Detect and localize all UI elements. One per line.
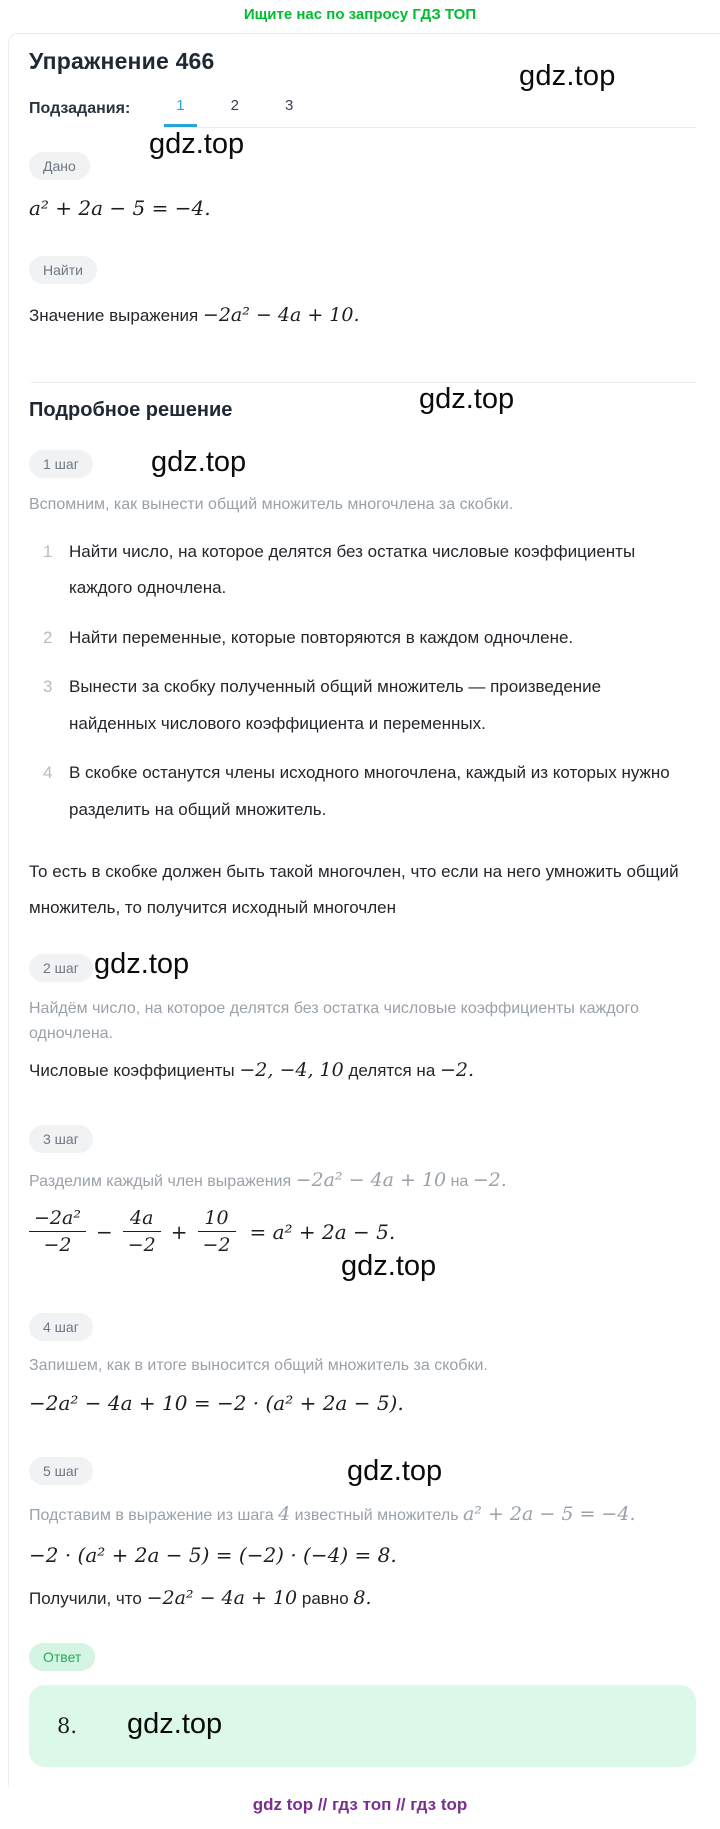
- watermark-4: gdz.top: [151, 446, 247, 478]
- list-item-text: Найти переменные, которые повторяются в каждом одночлене.: [69, 627, 574, 647]
- numerator: −2a²: [29, 1207, 86, 1232]
- footer-links[interactable]: gdz top // гдз топ // гдз top: [252, 1795, 468, 1815]
- list-item: [43, 534, 683, 607]
- watermark-6: gdz.top: [341, 1250, 437, 1283]
- step5-result-math1: −2a² − 4a + 10: [146, 1587, 298, 1610]
- step2-result: [29, 1059, 696, 1081]
- step5-equation: −2 · (a² + 2a − 5) = (−2) · (−4) = 8.: [29, 1543, 397, 1568]
- step2-intro: Найдём число, на которое делятся без остатка числовые коэффициенты каждого одночлена.: [29, 999, 639, 1043]
- watermark-8: gdz.top: [127, 1707, 223, 1740]
- step4-intro: Запишем, как в итоге выносится общий множитель за скобки.: [29, 1357, 488, 1375]
- find-badge: Найти: [29, 256, 97, 284]
- tab-subtask-1[interactable]: 1: [164, 97, 196, 127]
- list-item-number: 3: [43, 677, 53, 697]
- given-formula: a² + 2a − 5 = −4.: [29, 196, 211, 220]
- step1-badge-row: [29, 446, 696, 478]
- subtasks-label: Подзадания:: [29, 100, 131, 117]
- operator-plus: +: [170, 1219, 188, 1244]
- step1-intro: Вспомним, как вынести общий множитель многочлена за скобки.: [29, 496, 514, 513]
- promo-link[interactable]: Ищите нас по запросу ГДЗ ТОП: [243, 6, 477, 23]
- step5-intro-mid: известный множитель: [294, 1506, 459, 1524]
- given-badge: Дано: [29, 152, 90, 180]
- list-item: [43, 620, 683, 657]
- find-formula: −2a² − 4a + 10.: [202, 304, 360, 326]
- denominator: −2: [202, 1234, 231, 1257]
- watermark-5: gdz.top: [94, 947, 190, 980]
- step3-intro-math1: −2a² − 4a + 10: [295, 1168, 447, 1191]
- denominator: −2: [127, 1234, 156, 1257]
- denominator: −2: [43, 1234, 72, 1257]
- page-title-text: Упражнение 466: [29, 48, 215, 74]
- subtasks-bar: [29, 97, 696, 128]
- step5-intro: [29, 1499, 669, 1529]
- step4-badge: 4 шаг: [29, 1313, 93, 1341]
- step3-intro-prefix: Разделим каждый член выражения: [29, 1172, 292, 1190]
- step5-badge: 5 шаг: [29, 1457, 93, 1485]
- section-divider: [31, 382, 696, 383]
- step5-intro-math1: 4: [278, 1502, 291, 1525]
- solution-heading: [29, 383, 696, 422]
- find-text-prefix: Значение выражения: [29, 306, 199, 325]
- step3-intro-mid: на: [450, 1172, 469, 1190]
- find-text: [29, 304, 696, 326]
- fraction: [29, 1207, 86, 1256]
- given-badge-row: [29, 128, 696, 180]
- numerator: 4a: [123, 1207, 161, 1232]
- answer-box: [29, 1685, 696, 1767]
- step2-result-math1: −2, −4, 10: [239, 1058, 344, 1081]
- watermark-7: gdz.top: [347, 1454, 443, 1487]
- numerator: 10: [198, 1207, 236, 1232]
- step5-intro-prefix: Подставим в выражение из шага: [29, 1506, 274, 1524]
- step3-badge-row: [29, 1125, 696, 1153]
- step5-badge-row: [29, 1454, 696, 1487]
- step5-result: [29, 1587, 696, 1609]
- watermark-2: gdz.top: [149, 128, 245, 160]
- tab-subtask-3[interactable]: 3: [284, 97, 294, 114]
- step2-badge: 2 шаг: [29, 954, 93, 982]
- watermark-1: gdz.top: [519, 60, 616, 92]
- answer-badge: Ответ: [29, 1643, 95, 1671]
- solution-card: [8, 33, 720, 1787]
- step1-note: То есть в скобке должен быть такой многочлен, что если на него умножить общий множитель, то получится исходный многочлен: [29, 862, 679, 918]
- step2-result-math2: −2.: [440, 1058, 475, 1081]
- list-item-number: 1: [43, 541, 53, 561]
- answer-value: 8.: [57, 1714, 78, 1739]
- step1-badge: 1 шаг: [29, 450, 93, 478]
- subtask-tabs: [164, 97, 696, 128]
- rules-list: [43, 534, 696, 829]
- list-item-number: 2: [43, 627, 53, 647]
- tab-subtask-2[interactable]: 2: [230, 97, 239, 114]
- step2-result-prefix: Числовые коэффициенты: [29, 1060, 235, 1080]
- page-title: [29, 48, 696, 92]
- step5-intro-math2: a² + 2a − 5 = −4.: [462, 1502, 636, 1525]
- step4-badge-row: [29, 1313, 696, 1341]
- step2-result-mid: делятся на: [348, 1060, 436, 1080]
- step3-intro-math2: −2.: [472, 1168, 507, 1191]
- step5-result-mid: равно: [301, 1589, 349, 1609]
- fraction: [123, 1207, 161, 1256]
- watermark-3: gdz.top: [419, 383, 515, 415]
- list-item-text: Найти число, на которое делятся без остатка числовые коэффициенты каждого одночлена.: [69, 541, 636, 598]
- step5-result-prefix: Получили, что: [29, 1589, 142, 1609]
- list-item: [43, 755, 683, 828]
- step3-intro: [29, 1165, 669, 1195]
- list-item-text: Вынести за скобку полученный общий множитель — произведение найденных числового коэффициента и переменных.: [69, 677, 602, 733]
- fraction-equation: [29, 1207, 696, 1256]
- list-item-text: В скобке останутся члены исходного многочлена, каждый из которых нужно разделить на общий множитель.: [69, 763, 670, 819]
- operator-minus: −: [95, 1219, 113, 1244]
- list-item: [43, 669, 683, 742]
- fraction-equation-result: = a² + 2a − 5.: [249, 1219, 396, 1244]
- answer-badge-row: [29, 1643, 696, 1671]
- step4-equation: −2a² − 4a + 10 = −2 · (a² + 2a − 5).: [29, 1390, 404, 1415]
- step5-result-math2: 8.: [353, 1587, 372, 1610]
- step3-badge: 3 шаг: [29, 1125, 93, 1153]
- list-item-number: 4: [43, 763, 53, 783]
- solution-heading-text: Подробное решение: [29, 399, 233, 421]
- fraction: [198, 1207, 236, 1256]
- find-badge-row: [29, 256, 696, 284]
- step2-badge-row: [29, 947, 696, 982]
